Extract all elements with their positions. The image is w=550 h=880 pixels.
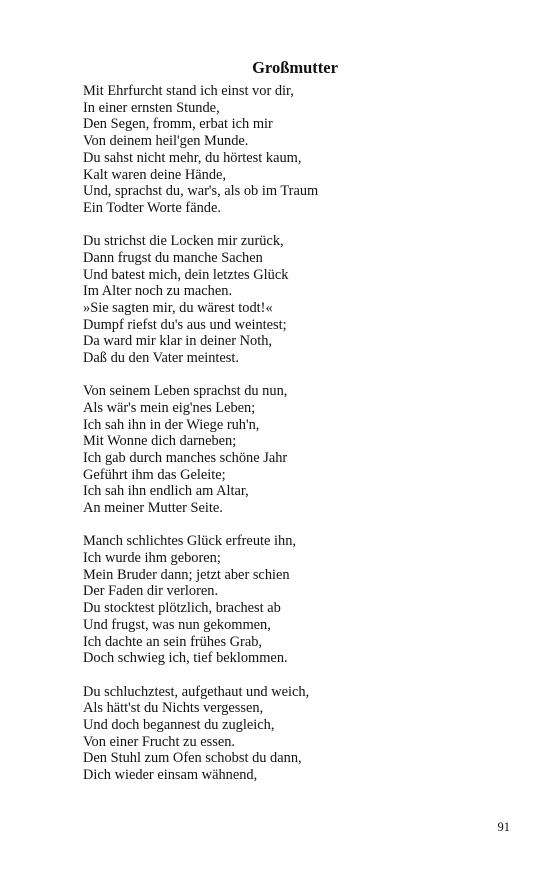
poem-line: Den Segen, fromm, erbat ich mir — [83, 116, 273, 133]
poem-line: Ich sah ihn in der Wiege ruh'n, — [83, 416, 260, 433]
poem-line: Ich gab durch manches schöne Jahr — [83, 450, 288, 467]
poem-line: Von seinem Leben sprachst du nun, — [83, 383, 288, 400]
poem-line: Ich dachte an sein frühes Grab, — [83, 633, 263, 650]
poem-line: Da ward mir klar in deiner Noth, — [83, 333, 273, 350]
poem-line: Den Stuhl zum Ofen schobst du dann, — [83, 750, 302, 767]
poem-line: Dumpf riefst du's aus und weintest; — [83, 316, 287, 333]
poem-line: Von einer Frucht zu essen. — [83, 733, 235, 750]
poem-line: Du sahst nicht mehr, du hörtest kaum, — [83, 149, 302, 166]
poem-body — [83, 83, 523, 800]
poem-line: Ein Todter Worte fände. — [83, 199, 221, 216]
poem-line: Der Faden dir verloren. — [83, 583, 219, 600]
poem-line: Und batest mich, dein letztes Glück — [83, 266, 289, 283]
poem-title: Großmutter — [252, 58, 338, 77]
poem-line: Ich wurde ihm geboren; — [83, 550, 221, 567]
poem-line: Im Alter noch zu machen. — [83, 283, 233, 300]
stanza-1 — [83, 83, 523, 217]
poem-line: Und frugst, was nun gekommen, — [83, 616, 271, 633]
poem-line: Ich sah ihn endlich am Altar, — [83, 483, 249, 500]
poem-line: »Sie sagten mir, du wärest todt!« — [83, 299, 273, 316]
poem-line: Und doch begannest du zugleich, — [83, 716, 275, 733]
poem-line: In einer ernsten Stunde, — [83, 99, 220, 116]
poem-line: Du strichst die Locken mir zurück, — [83, 233, 284, 250]
stanza-2 — [83, 233, 523, 367]
stanza-3 — [83, 383, 523, 517]
page-number: 91 — [497, 820, 510, 834]
poem-line: Du stocktest plötzlich, brachest ab — [83, 600, 281, 617]
poem-line: An meiner Mutter Seite. — [83, 500, 223, 517]
poem-line: Doch schwieg ich, tief beklommen. — [83, 650, 288, 667]
poem-line: Mit Ehrfurcht stand ich einst vor dir, — [83, 83, 294, 99]
poem-line: Dann frugst du manche Sachen — [83, 249, 263, 266]
poem-line: Dich wieder einsam wähnend, — [83, 767, 258, 784]
poem-line: Daß du den Vater meintest. — [83, 350, 239, 367]
poem-line: Kalt waren deine Hände, — [83, 166, 227, 183]
stanza-5 — [83, 684, 523, 784]
poem-line: Mit Wonne dich darneben; — [83, 433, 237, 450]
poem-line: Manch schlichtes Glück erfreute ihn, — [83, 533, 296, 550]
stanza-4 — [83, 533, 523, 667]
poem-line: Du schluchztest, aufgethaut und weich, — [83, 683, 310, 700]
poem-line: Als hätt'st du Nichts vergessen, — [83, 700, 264, 717]
poem-line: Geführt ihm das Geleite; — [83, 466, 226, 483]
poem-line: Und, sprachst du, war's, als ob im Traum — [83, 183, 319, 200]
poem-line: Als wär's mein eig'nes Leben; — [83, 399, 256, 416]
poem-line: Mein Bruder dann; jetzt aber schien — [83, 566, 290, 583]
poem-line: Von deinem heil'gen Munde. — [83, 133, 249, 150]
